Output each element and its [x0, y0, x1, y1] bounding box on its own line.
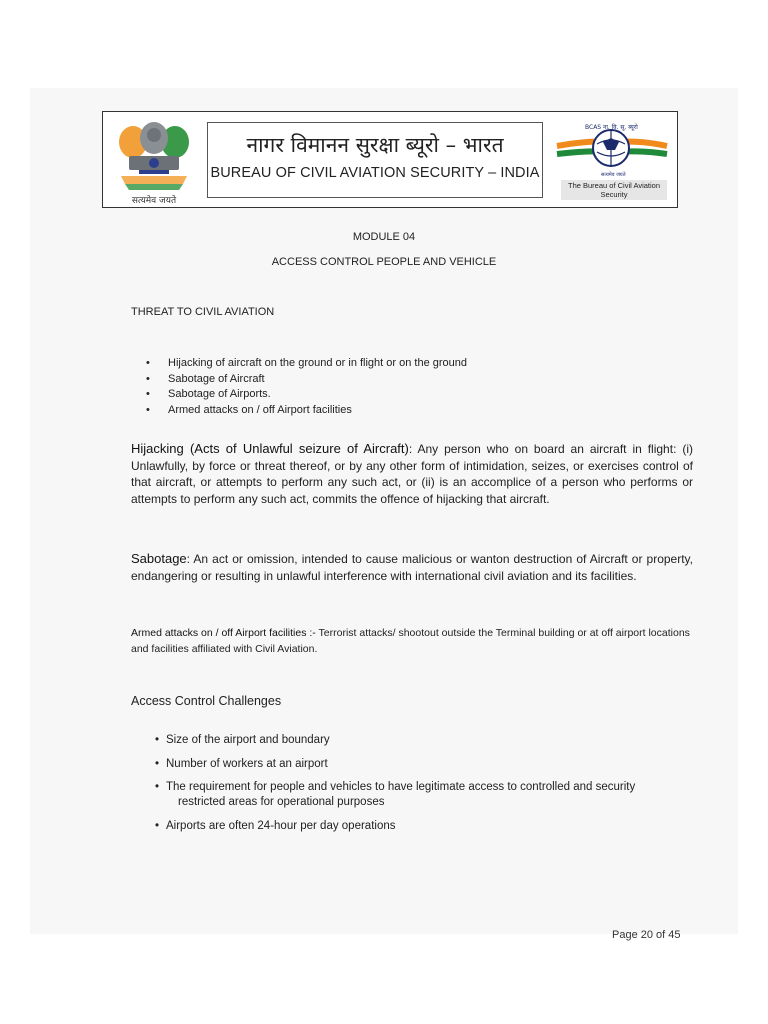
bcas-logo: [551, 120, 671, 202]
title-english: BUREAU OF CIVIL AVIATION SECURITY – INDIA: [210, 165, 540, 181]
module-number: MODULE 04: [352, 231, 416, 243]
threat-heading: THREAT TO CIVIL AVIATION: [131, 306, 275, 318]
list-item: [155, 819, 715, 834]
logo-text-bottom: सत्यमेव जयते: [601, 172, 626, 178]
document-page: [30, 88, 738, 941]
module-subtitle: ACCESS CONTROL PEOPLE AND VEHICLE: [271, 256, 497, 268]
national-emblem-icon: [111, 118, 197, 204]
challenge-text: The requirement for people and vehicles to have legitimate access to controlled and security: [166, 781, 636, 793]
armed-attacks-term: Armed attacks on / off Airport facilities :-: [131, 627, 316, 639]
title-box: [207, 122, 543, 198]
challenge-text: Size of the airport and boundary: [166, 734, 330, 746]
list-item: [155, 733, 715, 748]
challenge-text-continued: restricted areas for operational purposes: [178, 796, 385, 808]
hijacking-paragraph: [131, 441, 693, 507]
letterhead: [102, 111, 678, 208]
challenge-text: Airports are often 24-hour per day operations: [166, 819, 396, 832]
sabotage-text: : An act or omission, intended to cause malicious or wanton destruction of Aircraft or property, endangering or resulting in unlawful interference with international civil aviation and its facilities.: [131, 552, 693, 583]
list-item: • Hijacking of aircraft on the ground or in flight or on the ground: [146, 356, 467, 372]
bcas-globe-icon: [551, 120, 671, 180]
threat-list: [146, 356, 467, 418]
access-control-heading: Access Control Challenges: [131, 694, 282, 708]
logo-caption: The Bureau of Civil Aviation Security: [561, 180, 667, 200]
challenges-list: [155, 733, 715, 842]
list-item: • Armed attacks on / off Airport facilities: [146, 403, 467, 419]
hijacking-text: : Any person who on board an aircraft in flight: (i) Unlawfully, by force or threat thereof, or by any other form of intimidation, seizes, or exercises control of that aircraft, or attempts to perform any such act, or (ii) is an accomplice of a person who performs or attempts to perform any such act, commits the offence of hijacking that aircraft.: [131, 442, 693, 506]
list-item: [155, 780, 715, 810]
emblem-caption: सत्यमेव जयते: [131, 196, 177, 206]
title-hindi: नागर विमानन सुरक्षा ब्यूरो – भारत: [246, 133, 504, 157]
sabotage-paragraph: [131, 551, 693, 584]
logo-text-top: BCAS ना. वि. सु. ब्यूरो: [585, 124, 638, 131]
list-item: [155, 757, 715, 772]
hijacking-term: Hijacking (Acts of Unlawful seizure of Aircraft): [131, 441, 409, 456]
page-number: Page 20 of 45: [612, 929, 681, 941]
list-item: • Sabotage of Airports.: [146, 387, 467, 403]
challenge-text: Number of workers at an airport: [166, 757, 328, 770]
list-item: • Sabotage of Aircraft: [146, 372, 467, 388]
sabotage-term: Sabotage: [131, 551, 187, 566]
armed-attacks-paragraph: [131, 626, 693, 657]
armed-attacks-text: Terrorist attacks/ shootout outside the Terminal building or at off airport locations and facilities affiliated with Civil Aviation.: [131, 627, 690, 655]
